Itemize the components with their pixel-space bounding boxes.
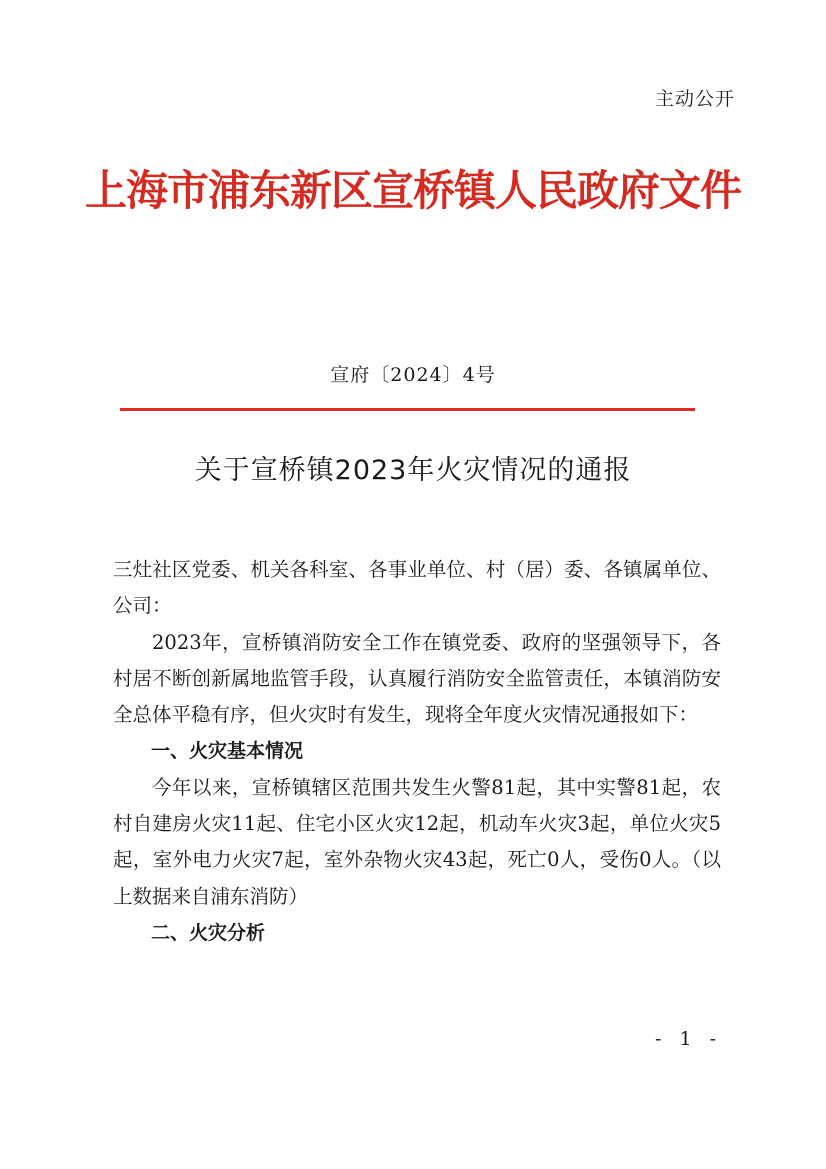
document-body: [113, 552, 721, 951]
section-heading-1: 一、火灾基本情况: [151, 740, 304, 763]
red-divider: [120, 408, 695, 411]
issuer-masthead: 上海市浦东新区宣桥镇人民政府文件: [84, 166, 741, 215]
disclosure-label: 主动公开: [654, 88, 735, 110]
document-title: 关于宣桥镇2023年火灾情况的通报: [194, 455, 632, 486]
intro-paragraph: 2023年，宣桥镇消防安全工作在镇党委、政府的坚强领导下，各村居不断创新属地监管手段，认真履行消防安全监管责任，本镇消防安全总体平稳有序，但火灾时有发生，现将全年度火灾情况通报如下：: [113, 630, 721, 727]
document-number: 宣府〔2024〕4号: [330, 364, 496, 386]
addressee: 三灶社区党委、机关各科室、各事业单位、村（居）委、各镇属单位、公司：: [113, 558, 721, 618]
section-1-paragraph: 今年以来，宣桥镇辖区范围共发生火警81起，其中实警81起，农村自建房火灾11起、住宅小区火灾12起，机动车火灾3起，单位火灾5起，室外电力火灾7起，室外杂物火灾43起，死亡0人，受伤0人。（以上数据来自浦东消防）: [113, 775, 721, 908]
page-number: - 1 -: [654, 1028, 722, 1050]
section-heading-2: 二、火灾分析: [151, 921, 266, 944]
